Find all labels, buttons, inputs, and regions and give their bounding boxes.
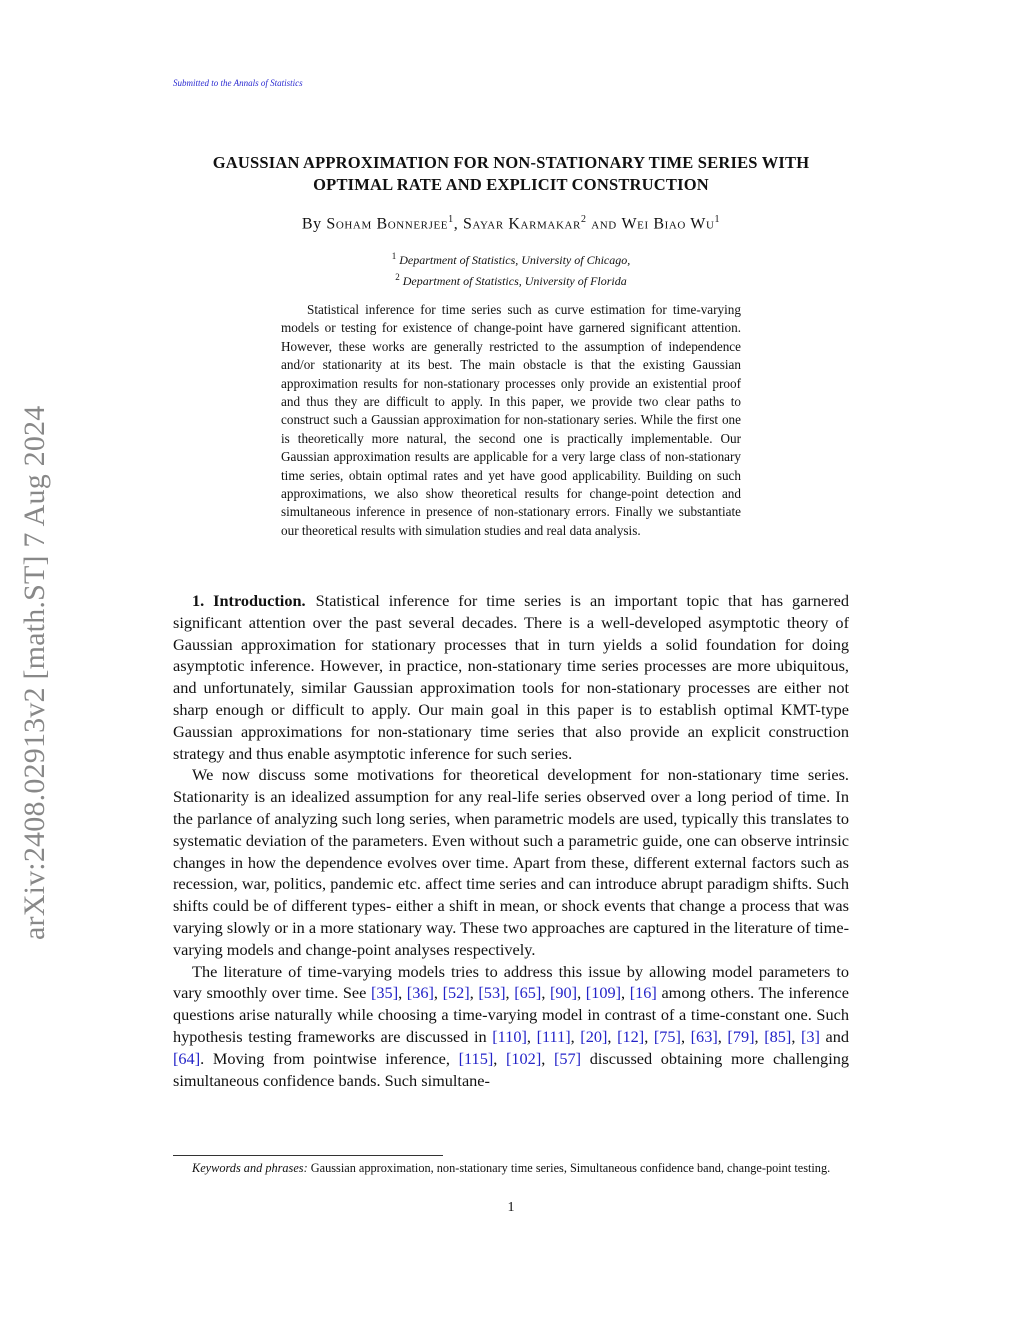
citation-link[interactable]: [57]: [553, 1048, 582, 1068]
citation-link[interactable]: [63]: [690, 1026, 718, 1046]
journal-header-note: Submitted to the Annals of Statistics: [173, 78, 303, 88]
affiliation-2-text: Department of Statistics, University of Florida: [402, 274, 627, 288]
affiliation-2-mark: 2: [395, 272, 400, 282]
citation-link[interactable]: [64]: [173, 1048, 201, 1068]
comma: ,: [570, 1026, 581, 1046]
comma: ,: [577, 983, 586, 1003]
footnote-divider: [173, 1155, 443, 1156]
citation-link[interactable]: [12]: [617, 1026, 645, 1046]
comma: ,: [493, 1048, 506, 1068]
citation-link[interactable]: [16]: [629, 983, 657, 1003]
arxiv-stamp: arXiv:2408.02913v2 [math.ST] 7 Aug 2024: [18, 405, 51, 940]
affiliation-1-text: Department of Statistics, University of Chicago,: [399, 253, 631, 267]
affiliation-2: [173, 269, 849, 290]
citation-link[interactable]: [110]: [492, 1026, 527, 1046]
introduction-section: [173, 590, 849, 1091]
comma: ,: [754, 1026, 765, 1046]
text-run: among others. The inference questions arise naturally while choosing a time-varying model in contrast of a time-constant one. Such hypothesis testing frameworks are discussed in: [173, 983, 849, 1046]
citation-link[interactable]: [75]: [653, 1026, 681, 1046]
affiliation-1: [173, 248, 849, 269]
section-heading: 1. Introduction.: [192, 591, 306, 610]
text-run: The literature of time-varying models tries to address this issue by allowing model parameters to vary smoothly over time. See: [173, 961, 849, 1003]
author-separator: ,: [453, 215, 459, 233]
intro-paragraph-1-text: Statistical inference for time series is an important topic that has garnered significant attention over the past several decades. There is a well-developed asymptotic theory of Gaussian approximation for stationary processes that in turn yields a solid foundation for doing asymptotic inference. However, in practice, non-stationary time series processes are more ubiquitous, and unfortunately, similar Gaussian approximation tools for non-stationary processes are either not sharp enough or difficult to apply. Our main goal in this paper is to establish optimal KMT-type Gaussian approximations for non-stationary time series that also provide an explicit construction strategy and thus enable asymptotic inference for such series.: [173, 591, 849, 763]
citation-link[interactable]: [115]: [458, 1048, 494, 1068]
by-label: By: [301, 215, 322, 233]
author-list: [173, 214, 849, 233]
comma: ,: [621, 983, 630, 1003]
citation-link[interactable]: [36]: [406, 983, 434, 1003]
abstract-text: Statistical inference for time series such as curve estimation for time-varying models or testing for existence of change-point have garnered significant attention. However, these works are generally restricted to the assumption of independence and/or stationarity at its best. The main obstacle is that the existing Gaussian approximation results for non-stationary processes only provide an existential proof and thus they are difficult to apply. In this paper, we provide two clear paths to construct such a Gaussian approximation for non-stationary series. While the first one is theoretically more natural, the second one is practically implementable. Our Gaussian approximation results are applicable for a very large class of non-stationary time series, obtain optimal rates and yet have good applicability. Building on such approximations, we also show theoretical results for change-point detection and simultaneous inference in presence of non-stationary errors. Finally we substantiate our theoretical results with simulation studies and real data analysis.: [281, 302, 741, 538]
title-line-2: OPTIMAL RATE AND EXPLICIT CONSTRUCTION: [313, 175, 709, 194]
intro-paragraph-2: We now discuss some motivations for theoretical development for non-stationary time series. Stationarity is an idealized assumption for any real-life series observed over a long period of time. In the parlance of analyzing such long series, when parametric models are used, typically this translates to systematic deviation of the parameters. Even without such a parametric guide, one can observe intrinsic changes in how the dependence evolves over time. Apart from these, different external factors such as recession, war, politics, pandemic etc. affect time series and can introduce abrupt paradigm shifts. Such shifts could be of different types- either a shift in mean, or shock events that change a process that was varying slowly or in a more stationary way. These two approaches are captured in the literature of time-varying models and change-point analyses respectively.: [173, 765, 849, 959]
author-1: Soham Bonnerjee: [326, 215, 449, 233]
citation-link[interactable]: [102]: [505, 1048, 542, 1068]
citation-link[interactable]: [111]: [536, 1026, 571, 1046]
citation-link[interactable]: [35]: [371, 983, 399, 1003]
comma: ,: [433, 983, 443, 1003]
author-2: Sayar Karmakar: [462, 215, 581, 233]
comma: ,: [791, 1026, 801, 1046]
comma: ,: [398, 983, 407, 1003]
text-run: and: [819, 1026, 850, 1046]
citation-link[interactable]: [53]: [478, 983, 506, 1003]
citation-link[interactable]: [20]: [580, 1026, 608, 1046]
affiliation-1-mark: 1: [391, 251, 397, 261]
comma: ,: [541, 983, 550, 1003]
keywords-text: Gaussian approximation, non-stationary time series, Simultaneous confidence band, change-point testing.: [307, 1161, 831, 1175]
comma: ,: [541, 1048, 554, 1068]
comma: ,: [717, 1026, 728, 1046]
page-number: 1: [507, 1200, 515, 1215]
citation-link[interactable]: [109]: [585, 983, 622, 1003]
citation-link[interactable]: [79]: [727, 1026, 755, 1046]
intro-paragraph-1: [173, 590, 849, 764]
citation-link[interactable]: [65]: [514, 983, 542, 1003]
author-1-affil-mark: 1: [448, 214, 454, 225]
author-3: Wei Biao Wu: [621, 215, 715, 233]
comma: ,: [526, 1026, 537, 1046]
comma: ,: [644, 1026, 654, 1046]
author-3-affil-mark: 1: [714, 214, 721, 225]
keywords-footnote: [173, 1160, 849, 1177]
keywords-label: Keywords and phrases:: [192, 1161, 308, 1175]
comma: ,: [607, 1026, 618, 1046]
intro-paragraph-3: [173, 961, 849, 1092]
author-2-affil-mark: 2: [580, 214, 587, 225]
text-run: . Moving from pointwise inference,: [200, 1048, 459, 1068]
citation-link[interactable]: [90]: [549, 983, 578, 1003]
and-label: and: [591, 215, 617, 233]
comma: ,: [469, 983, 479, 1003]
comma: ,: [680, 1026, 691, 1046]
citation-link[interactable]: [3]: [800, 1026, 820, 1046]
abstract: [281, 301, 741, 540]
citation-link[interactable]: [52]: [442, 983, 470, 1003]
affiliations: [173, 248, 849, 290]
title-line-1: GAUSSIAN APPROXIMATION FOR NON-STATIONARY TIME SERIES WITH: [212, 153, 810, 172]
text-run: discussed obtaining more challenging simultaneous confidence bands. Such simultane-: [173, 1048, 849, 1090]
citation-link[interactable]: [85]: [764, 1026, 792, 1046]
paper-title: [173, 152, 849, 196]
comma: ,: [505, 983, 515, 1003]
